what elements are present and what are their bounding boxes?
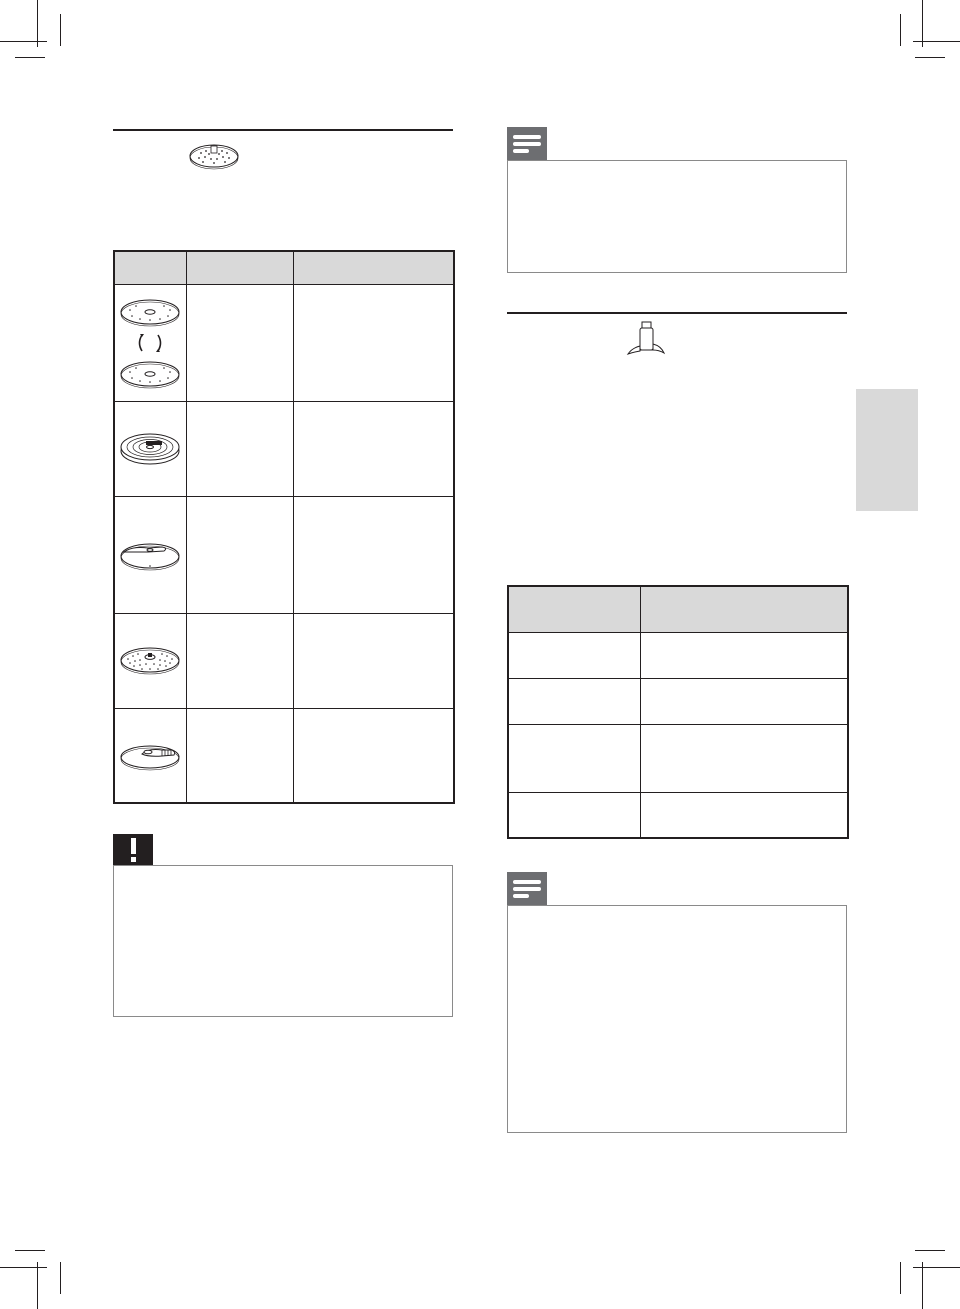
table-row <box>114 284 454 401</box>
reversible-grating-disc-icon <box>118 295 182 391</box>
french-fries-disc-icon <box>118 736 182 774</box>
disc-table-header-cell <box>293 251 454 284</box>
disc-icon-cell <box>114 401 186 496</box>
note-lines-icon <box>507 872 547 905</box>
disc-name-cell <box>186 613 293 708</box>
grating-disc-icon <box>187 139 241 171</box>
table-cell <box>508 678 640 724</box>
table-cell <box>508 792 640 838</box>
table-row <box>508 678 848 724</box>
table-cell <box>508 724 640 792</box>
exclamation-icon <box>113 834 153 866</box>
right-section-rule <box>507 312 847 314</box>
disc-name-cell <box>186 708 293 803</box>
table-row <box>114 401 454 496</box>
disc-name-cell <box>186 496 293 613</box>
disc-use-cell <box>293 284 454 401</box>
note-box-bottom <box>507 905 847 1133</box>
side-tab-marker <box>856 389 918 511</box>
disc-icon-cell <box>114 284 186 401</box>
table-row <box>114 613 454 708</box>
disc-icon-cell <box>114 496 186 613</box>
blade-table <box>507 585 849 839</box>
table-row <box>508 632 848 678</box>
disc-table-header-cell <box>186 251 293 284</box>
disc-name-cell <box>186 401 293 496</box>
disc-use-cell <box>293 496 454 613</box>
table-row <box>114 496 454 613</box>
disc-icon-cell <box>114 613 186 708</box>
disc-table <box>113 250 455 804</box>
table-row <box>508 724 848 792</box>
table-cell <box>640 792 848 838</box>
disc-use-cell <box>293 708 454 803</box>
table-row <box>508 792 848 838</box>
note-box-top <box>507 160 847 273</box>
julienne-disc-icon <box>118 427 182 471</box>
disc-name-cell <box>186 284 293 401</box>
disc-use-cell <box>293 613 454 708</box>
disc-table-header-cell <box>114 251 186 284</box>
note-lines-icon <box>507 127 547 160</box>
blade-table-header-cell <box>508 586 640 632</box>
caution-box <box>113 865 453 1017</box>
table-row <box>114 708 454 803</box>
slicing-disc-icon <box>118 538 182 572</box>
table-cell <box>640 724 848 792</box>
table-cell <box>640 678 848 724</box>
table-cell <box>508 632 640 678</box>
fine-grating-disc-icon <box>118 644 182 678</box>
disc-icon-cell <box>114 708 186 803</box>
disc-use-cell <box>293 401 454 496</box>
blade-table-header-cell <box>640 586 848 632</box>
chopping-blade-icon <box>624 320 668 360</box>
table-cell <box>640 632 848 678</box>
left-section-rule <box>113 129 453 131</box>
